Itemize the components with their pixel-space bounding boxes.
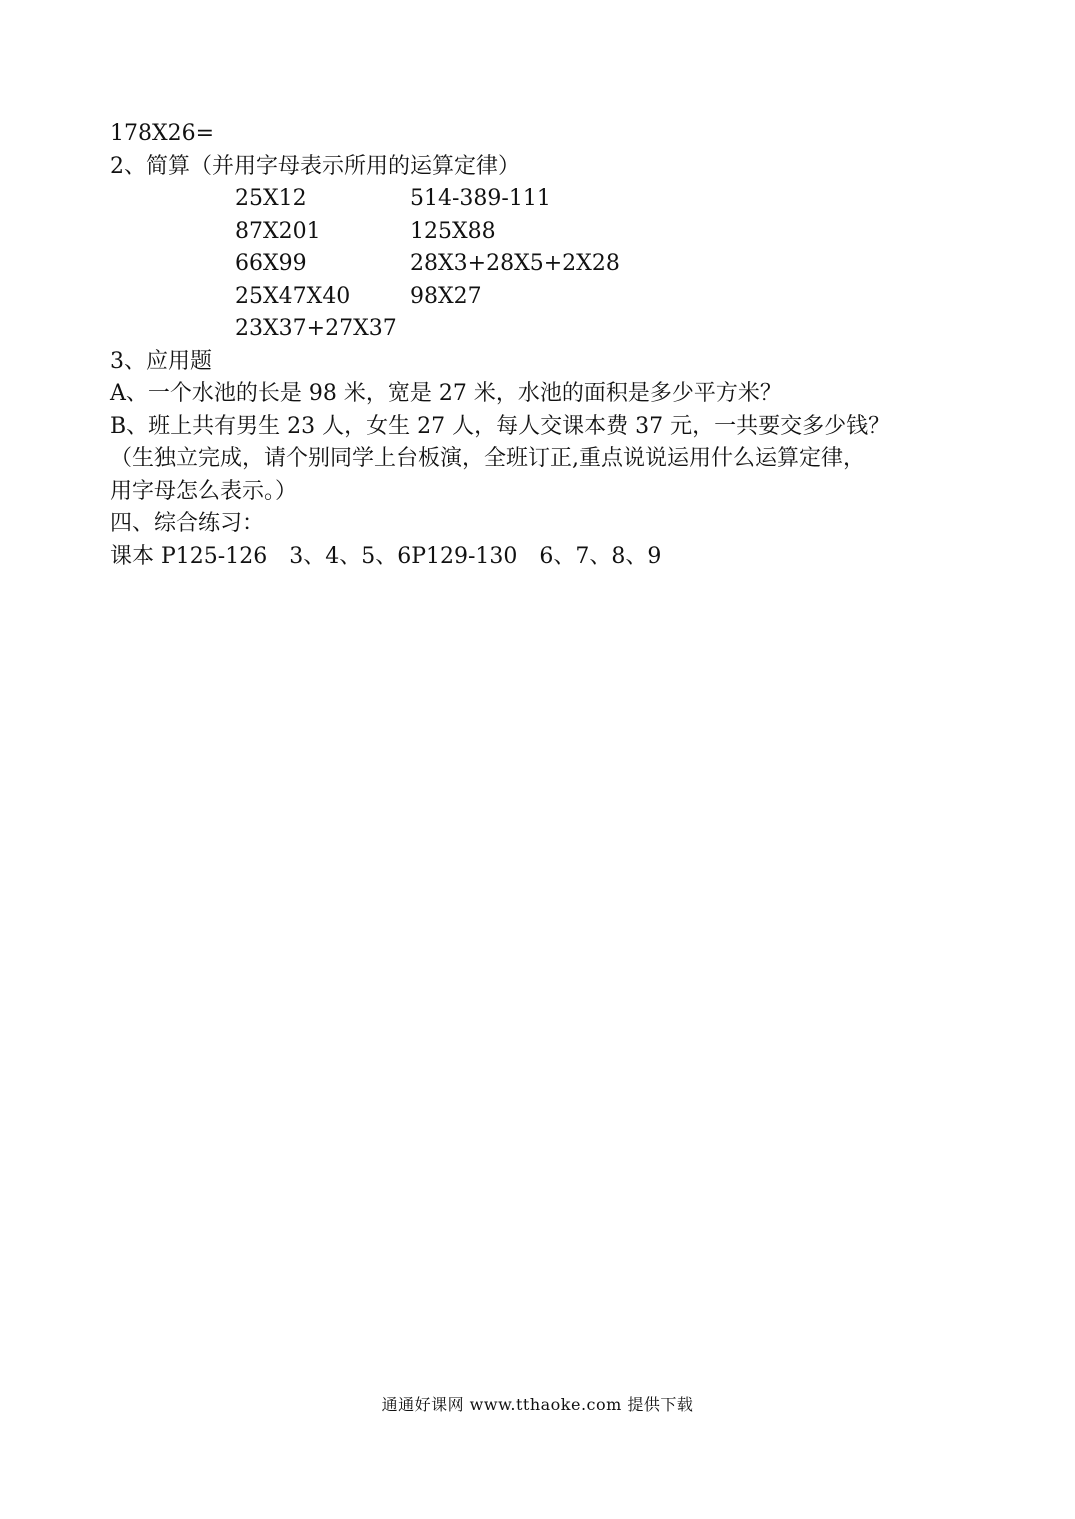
document-body [110,118,970,573]
practice-assignment: 课本 P125-126 3、4、5、6P129-130 6、7、8、9 [110,543,662,569]
exercise-item: 87X201 [235,218,321,244]
section-2-heading: 2、简算（并用字母表示所用的运算定律） [110,153,520,179]
exercise-item: 23X37+27X37 [235,316,397,341]
calc-line: 178X26= [110,121,215,146]
page-footer: 通通好课网 www.tthaoke.com 提供下载 [381,1395,694,1414]
simplify-exercises [235,183,970,346]
section-4-heading: 四、综合练习： [110,511,265,536]
exercise-item [410,313,650,346]
exercise-item: 514-389-111 [410,186,551,211]
exercise-item: 25X12 [235,186,307,211]
exercise-item: 28X3+28X5+2X28 [410,251,620,276]
section-3-heading: 3、应用题 [110,348,212,374]
exercise-item: 125X88 [410,218,496,244]
problem-b: B、班上共有男生 23 人，女生 27 人，每人交课本费 37 元，一共要交多少钱？ [110,413,891,439]
exercise-item: 25X47X40 [235,283,351,309]
exercise-item: 98X27 [410,283,482,309]
exercise-item: 66X99 [235,251,307,276]
problem-a: A、一个水池的长是 98 米，宽是 27 米，水池的面积是多少平方米？ [110,381,782,406]
teaching-note-line-1: （生独立完成，请个别同学上台板演，全班订正,重点说说运用什么运算定律， [110,446,865,471]
teaching-note-line-2: 用字母怎么表示。） [110,478,298,504]
